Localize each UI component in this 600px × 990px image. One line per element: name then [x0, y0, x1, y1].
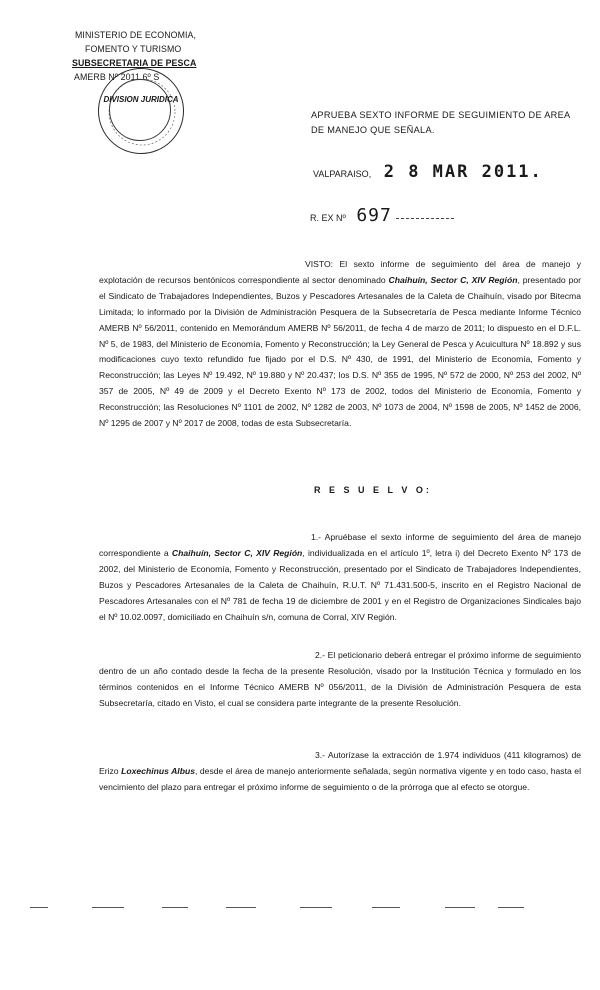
- visto-sector: Chaihuín, Sector C, XIV Región: [388, 274, 518, 285]
- place-label: VALPARAISO,: [313, 169, 372, 179]
- p1-lead: 1.- Apruébase el sexto informe de seguimiento del área de manejo correspondiente a: [99, 532, 581, 558]
- p1-rest: , individualizada en el artículo 1º, letra i) del Decreto Exento Nº 173 de 2002, del Ministerio de Economía, Fomento y Reconstrucción, presentado por el Sindicato de Trabajadores Independientes, Buzos y Pescadores Artesanales de la Caleta de Chaihuín, R.U.T. Nº 71.431.500-5, inscrito en el Registro Nacional de Pescadores Artesanales con el Nº 781 de fecha 19 de diciembre de 2001 y en el Registro de Organizaciones Sindicales bajo el Nº 10.02.0097, domiciliado en Chaihuín s/n, comuna de Corral, XIV Región.: [99, 547, 581, 622]
- ministry-subname: FOMENTO Y TURISMO: [85, 44, 182, 54]
- resolution-point-1: [99, 530, 581, 625]
- p3-rest: , desde el área de manejo anteriormente señalada, según normativa vigente y en todo caso, hasta el vencimiento del plazo para entregar el próximo informe de seguimiento o de la prórroga que al efecto se otorgue.: [99, 765, 581, 792]
- division-juridica-stamp: [98, 68, 184, 154]
- footer-dash: [92, 907, 124, 908]
- resolution-point-2: [99, 648, 581, 712]
- footer-dash: [162, 907, 188, 908]
- rex-label: R. EX Nº: [310, 213, 346, 223]
- place-date-line: [313, 162, 543, 182]
- footer-dash: [445, 907, 475, 908]
- p3-species: Loxechinus Albus: [121, 765, 195, 776]
- footer-dash: [226, 907, 256, 908]
- visto-paragraph: [99, 257, 581, 432]
- date-stamp: 2 8 MAR 2011.: [383, 162, 543, 182]
- resuelvo-heading: R E S U E L V O:: [314, 485, 432, 495]
- p2-text: 2.- El peticionario deberá entregar el próximo informe de seguimiento dentro de un año contado desde la fecha de la presente Resolución, visado por la Institución Técnica y formulado en los términos contenidos en el Informe Técnico AMERB Nº 056/2011, de la División de Administración Pesquera de esta Subsecretaría, citado en Visto, el cual se considera parte integrante de la presente Resolución.: [99, 650, 581, 708]
- resolution-point-3: [99, 748, 581, 796]
- ministry-name: MINISTERIO DE ECONOMIA,: [75, 30, 197, 40]
- file-reference: AMERB Nº 2011 6º S: [74, 72, 160, 82]
- rex-underline: [396, 218, 454, 219]
- footer-dash: [372, 907, 400, 908]
- footer-dash: [498, 907, 524, 908]
- resolution-subject: APRUEBA SEXTO INFORME DE SEGUIMIENTO DE AREA DE MANEJO QUE SEÑALA.: [311, 110, 570, 135]
- rex-number: 697: [356, 205, 392, 226]
- subsecretaria-name: SUBSECRETARIA DE PESCA: [72, 58, 197, 68]
- p1-sector: Chaihuín, Sector C, XIV Región: [171, 547, 303, 558]
- visto-lead: VISTO: El sexto informe de seguimiento del área de manejo y explotación de recursos bentónicos correspondiente al sector denominado: [99, 259, 581, 285]
- footer-dash: [30, 907, 48, 908]
- footer-dash: [300, 907, 332, 908]
- stamp-inner-ring: [109, 79, 171, 141]
- resolution-number-line: [310, 205, 454, 226]
- stamp-label: DIVISION JURIDICA: [103, 95, 179, 104]
- p3-lead: 3.- Autorízase la extracción de 1.974 individuos (411 kilogramos) de Erizo: [99, 750, 581, 776]
- visto-rest: , presentado por el Sindicato de Trabajadores Independientes, Buzos y Pescadores Artesanales de la Caleta de Chaihuín, visado por Bitecma Limitada; lo informado por la División de Administración Pesquera de la Subsecretaría de Pesca mediante Informe Técnico AMERB Nº 56/2011, contenido en Memorándum AMERB Nº 56/2011, de fecha 4 de marzo de 2011; lo dispuesto en el D.F.L. Nº 5, de 1983, del Ministerio de Economía, Fomento y Reconstrucción; la Ley General de Pesca y Acuicultura Nº 18.892 y sus modificaciones cuyo texto refundido fue fijado por el D.S. Nº 430, de 1991, del Ministerio de Economía, Fomento y Reconstrucción; las Leyes Nº 19.492, Nº 19.880 y Nº 20.437; los D.S. Nº 355 de 1995, Nº 572 de 2000, Nº 253 del 2002, Nº 357 de 2005, Nº 49 de 2009 y el Decreto Exento Nº 173 de 2002, todos del Ministerio de Economía, Fomento y Reconstrucción; las Resoluciones Nº 1101 de 2002, Nº 1282 de 2003, Nº 1073 de 2004, Nº 1598 de 2005, Nº 1452 de 2006, Nº 1295 de 2007 y Nº 2017 de 2008, todas de esta Subsecretaría.: [99, 274, 581, 429]
